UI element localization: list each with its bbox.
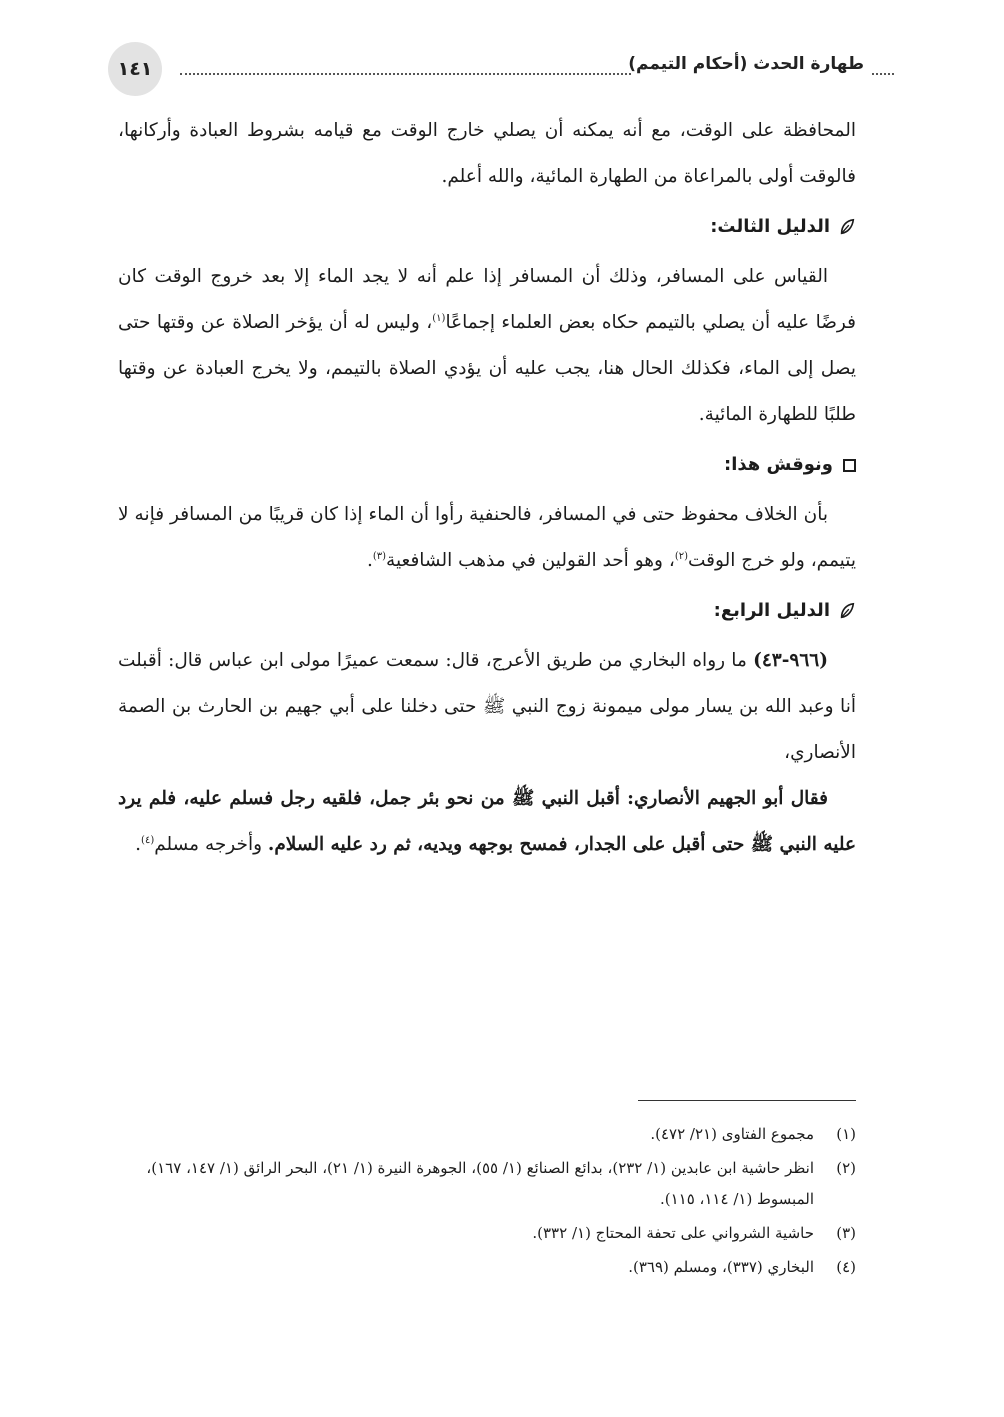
paragraph-text: ما رواه البخاري من طريق الأعرج، قال: سمعت عميرًا مولى ابن عباس قال: أقبلت أنا وعبد الله بن يسار مولى ميمونة زوج النبي ﷺ حتى دخلنا على أبي جهيم بن الحارث بن الصمة الأنصاري، (118, 650, 856, 763)
section-heading-discussion (118, 442, 856, 488)
footnote-item (118, 1252, 856, 1283)
leaf-icon (838, 218, 856, 236)
paragraph-text: بأن الخلاف محفوظ حتى في المسافر، فالحنفية رأوا أن الماء إذا كان قريبًا من المسافر فإنه لا يتيمم، ولو خرج الوقت (118, 504, 856, 571)
header-dotted-leader (180, 73, 631, 75)
section-heading-third-evidence (118, 204, 856, 250)
footnote-item (118, 1119, 856, 1150)
paragraph-text: ، وليس له أن يؤخر الصلاة عن وقتها حتى يصل إلى الماء، فكذلك الحال هنا، يجب عليه أن يؤدي الصلاة بالتيمم، ولا يخرج العبادة عن وقتها طلبًا للطهارة المائية. (118, 312, 856, 425)
heading-label: ونوقش هذا: (724, 454, 833, 475)
paragraph-text: ، وهو أحد القولين في مذهب الشافعية (386, 550, 675, 571)
footnotes (118, 1116, 856, 1286)
footnote-ref[interactable]: (٤) (141, 834, 155, 846)
footnote-ref[interactable]: (٢) (674, 550, 688, 562)
footnote-item (118, 1218, 856, 1249)
paragraph-text: وأخرجه مسلم (154, 834, 268, 855)
checkbox-square-icon (843, 459, 856, 472)
footnote-text: مجموع الفتاوى (٢١/ ٤٧٢). (650, 1125, 814, 1143)
running-header (108, 42, 864, 98)
footnote-number: (١) (836, 1125, 856, 1143)
chapter-title: طهارة الحدث (أحكام التيمم) (628, 54, 864, 74)
section-heading-fourth-evidence (118, 588, 856, 634)
hadith-text: فقال أبو الجهيم الأنصاري: أقبل النبي ﷺ من نحو بئر جمل، فلقيه رجل فسلم عليه، فلم يرد عليه النبي ﷺ حتى أقبل على الجدار، فمسح بوجهه ويديه، ثم رد عليه السلام. (118, 788, 856, 855)
footnote-separator (638, 1100, 856, 1101)
paragraph (118, 492, 856, 584)
footnote-ref[interactable]: (٣) (372, 550, 387, 562)
heading-label: الدليل الرابع: (713, 600, 830, 621)
footnote-item (118, 1153, 856, 1215)
footnote-number: (٤) (836, 1258, 856, 1276)
heading-label: الدليل الثالث: (710, 216, 830, 237)
page-number: ١٤١ (108, 42, 162, 96)
hadith-number: (٩٦٦-٤٣) (753, 650, 828, 671)
footnote-number: (٣) (836, 1224, 856, 1242)
header-dotted-leader-right (872, 73, 894, 75)
leaf-icon (838, 602, 856, 620)
footnote-number: (٢) (836, 1159, 856, 1177)
paragraph (118, 638, 856, 776)
main-text (118, 108, 856, 868)
paragraph-text: . (366, 550, 373, 571)
footnote-text: انظر حاشية ابن عابدين (١/ ٢٣٢)، بدائع الصنائع (١/ ٥٥)، الجوهرة النيرة (١/ ٢١)، البحر الرائق (١/ ١٤٧، ١٦٧)، المبسوط (١/ ١١٤، ١١٥). (146, 1159, 814, 1208)
paragraph: المحافظة على الوقت، مع أنه يمكنه أن يصلي خارج الوقت مع قيامه بشروط العبادة وأركانها، فالوقت أولى بالمراعاة من الطهارة المائية، والله أعلم. (118, 120, 856, 187)
footnote-ref[interactable]: (١) (432, 312, 446, 324)
footnote-text: حاشية الشرواني على تحفة المحتاج (١/ ٣٣٢). (532, 1224, 814, 1242)
footnote-text: البخاري (٣٣٧)، ومسلم (٣٦٩). (628, 1258, 814, 1276)
paragraph (118, 254, 856, 438)
paragraph (118, 776, 856, 868)
paragraph-text: القياس على المسافر، وذلك أن المسافر إذا علم أنه لا يجد الماء إلا بعد خروج الوقت كان فرضًا عليه أن يصلي بالتيمم حكاه بعض العلماء إجماعًا (118, 266, 856, 333)
paragraph-text: . (135, 834, 142, 855)
